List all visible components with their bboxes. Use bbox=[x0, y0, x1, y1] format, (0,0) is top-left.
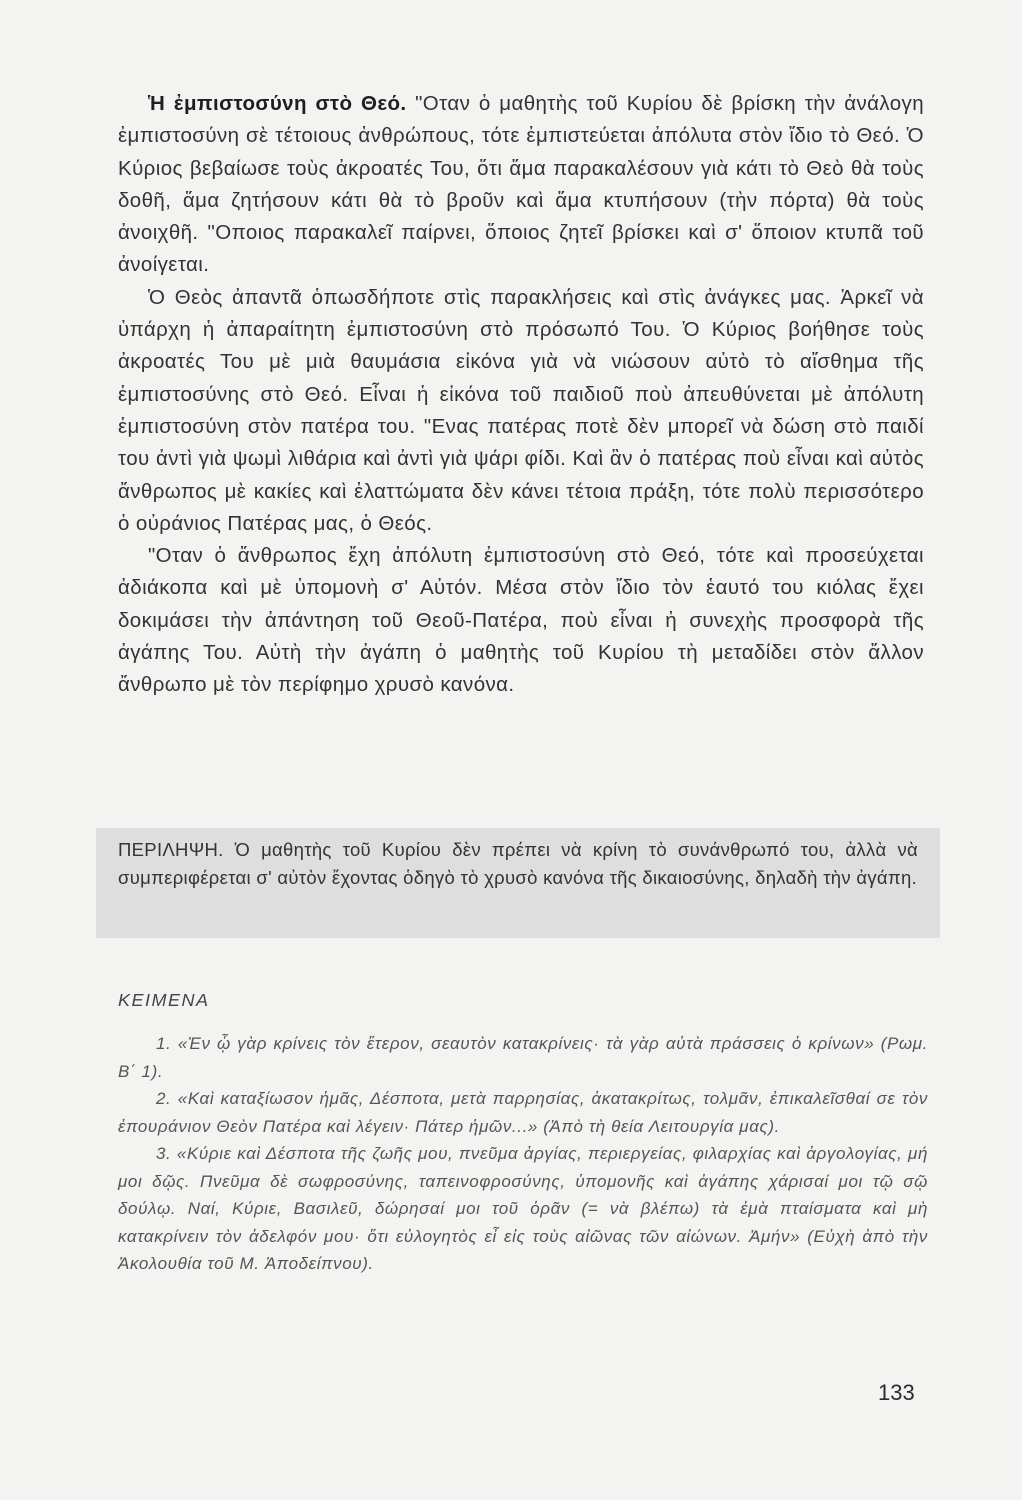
main-text bbox=[118, 88, 924, 702]
texts-heading: ΚΕΙΜΕΝΑ bbox=[118, 990, 210, 1010]
texts-list bbox=[118, 1030, 928, 1278]
section-lead-heading: Ἡ ἐμπιστοσύνη στὸ Θεό. bbox=[148, 92, 407, 115]
summary-text: ΠΕΡΙΛΗΨΗ. Ὁ μαθητὴς τοῦ Κυρίου δὲν πρέπει νὰ κρίνη τὸ συνάνθρωπό του, ἀλλὰ νὰ συμπεριφέρεται σ' αὐτὸν ἔχοντας ὁδηγὸ τὸ χρυσὸ κανόνα τῆς δικαιοσύνης, δηλαδὴ τὴν ἀγάπη. bbox=[118, 839, 918, 888]
paragraph-3: "Οταν ὁ ἄνθρωπος ἔχη ἀπόλυτη ἐμπιστοσύνη στὸ Θεό, τότε καὶ προσεύχεται ἀδιάκοπα καὶ μὲ ὑπομονὴ σ' Αὐτόν. Μέσα στὸν ἴδιο τὸν ἑαυτό του κιόλας ἔχει δοκιμάσει τὴν ἀπάντηση τοῦ Θεοῦ-Πατέρα, ποὺ εἶναι ἡ συνεχὴς προσφορὰ τῆς ἀγάπης Του. Αὐτὴ τὴν ἀγάπη ὁ μαθητὴς τοῦ Κυρίου τὴ μεταδίδει στὸν ἄλλον ἄνθρωπο μὲ τὸν περίφημο χρυσὸ κανόνα. bbox=[118, 544, 924, 697]
text-item: 2. «Καὶ καταξίωσον ἡμᾶς, Δέσποτα, μετὰ παρρησίας, ἀκατακρίτως, τολμᾶν, ἐπικαλεῖσθαί σε τὸν ἐπουράνιον Θεὸν Πατέρα καὶ λέγειν· Πάτερ ἡμῶν...» (Ἀπὸ τὴ θεία Λειτουργία μας). bbox=[118, 1089, 928, 1136]
text-item: 3. «Κύριε καὶ Δέσποτα τῆς ζωῆς μου, πνεῦμα ἀργίας, περιεργείας, φιλαρχίας καὶ ἀργολογίας, μή μοι δῷς. Πνεῦμα δὲ σωφροσύνης, ταπεινοφροσύνης, ὑπομονῆς καὶ ἀγάπης χάρισαί μοι τῷ σῷ δούλῳ. Ναί, Κύριε, Βασιλεῦ, δώρησαί μοι τοῦ ὁρᾶν (= νὰ βλέπω) τὰ ἐμὰ πταίσματα καὶ μὴ κατακρίνειν τὸν ἀδελφόν μου· ὅτι εὐλογητὸς εἶ εἰς τοὺς αἰῶνας τῶν αἰώνων. Ἀμήν» (Εὐχὴ ἀπὸ τὴν Ἀκολουθία τοῦ Μ. Ἀποδείπνου). bbox=[118, 1144, 928, 1273]
text-item: 1. «Ἐν ᾧ γὰρ κρίνεις τὸν ἕτερον, σεαυτὸν κατακρίνεις· τὰ γὰρ αὐτὰ πράσσεις ὁ κρίνων» (Ρωμ. Β΄ 1). bbox=[118, 1034, 928, 1081]
summary-box bbox=[96, 828, 940, 938]
paragraph-2: Ὁ Θεὸς ἀπαντᾶ ὁπωσδήποτε στὶς παρακλήσεις καὶ στὶς ἀνάγκες μας. Ἀρκεῖ νὰ ὑπάρχη ἡ ἀπαραίτητη ἐμπιστοσύνη στὸ πρόσωπό Του. Ὁ Κύριος βοήθησε τοὺς ἀκροατές Του μὲ μιὰ θαυμάσια εἰκόνα γιὰ νὰ νιώσουν αὐτὸ τὸ αἴσθημα τῆς ἐμπιστοσύνης στὸ Θεό. Εἶναι ἡ εἰκόνα τοῦ παιδιοῦ ποὺ ἀπευθύνεται μὲ ἀπόλυτη ἐμπιστοσύνη στὸν πατέρα του. "Ενας πατέρας ποτὲ δὲν μπορεῖ νὰ δώση στὸ παιδί του ἀντὶ γιὰ ψωμὶ λιθάρια καὶ ἀντὶ γιὰ ψάρι φίδι. Καὶ ἂν ὁ πατέρας ποὺ εἶναι καὶ αὐτὸς ἄνθρωπος μὲ κακίες καὶ ἐλαττώματα δὲν κάνει τέτοια πράξη, τότε πολὺ περισσότερο ὁ οὐράνιος Πατέρας μας, ὁ Θεός. bbox=[118, 285, 924, 535]
page-number: 133 bbox=[878, 1380, 915, 1405]
paragraph-1 bbox=[118, 88, 924, 282]
paragraph-1-text: "Οταν ὁ μαθητὴς τοῦ Κυρίου δὲ βρίσκη τὴν ἀνάλογη ἐμπιστοσύνη σὲ τέτοιους ἀνθρώπους, τότε ἐμπιστεύεται ἀπόλυτα στὸν ἴδιο τὸ Θεό. Ὁ Κύριος βεβαίωσε τοὺς ἀκροατές Του, ὅτι ἅμα παρακαλέσουν γιὰ κάτι τὸ Θεὸ θὰ τοὺς δοθῆ, ἅμα ζητήσουν κάτι θὰ τὸ βροῦν καὶ ἅμα κτυπήσουν (τὴν πόρτα) θὰ τοὺς ἀνοιχθῆ. "Οποιος παρακαλεῖ παίρνει, ὅποιος ζητεῖ βρίσκει καὶ σ' ὅποιον κτυπᾶ τοῦ ἀνοίγεται. bbox=[118, 92, 924, 277]
